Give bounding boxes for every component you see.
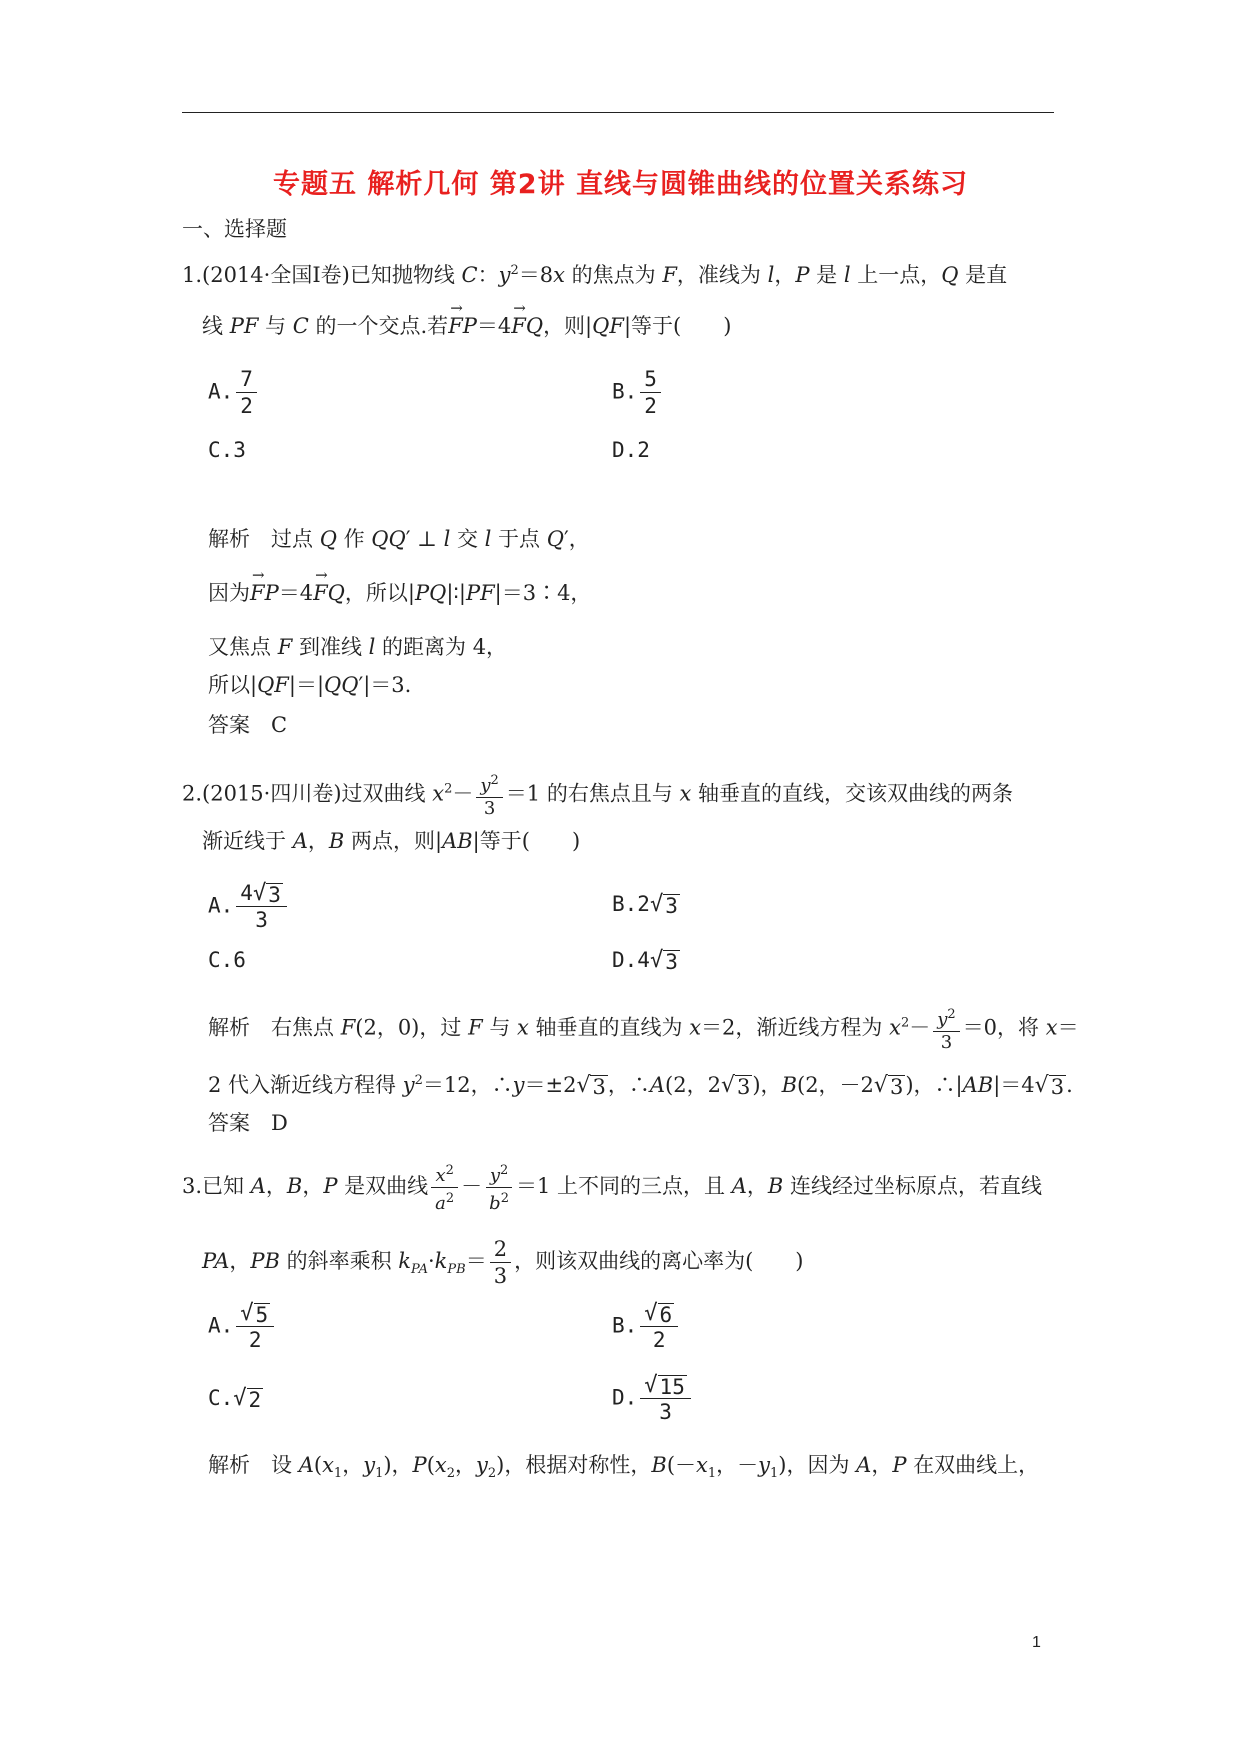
q2-option-d[interactable]: D.4 √ 3 — [612, 948, 678, 974]
q2-option-a[interactable]: A. 4 √ 3 3 — [208, 880, 290, 933]
q2-option-c[interactable]: C.6 — [208, 948, 246, 972]
q3-option-d[interactable]: D. √ 15 3 — [612, 1372, 694, 1425]
q1-analysis-line2: 因为→ FP＝4→ FQ，所以|PQ|∶|PF|＝3∶4， — [208, 578, 591, 608]
header-rule — [182, 112, 1054, 113]
q2-option-b[interactable]: B.2 √ 3 — [612, 892, 678, 918]
q2-answer: 答案 D — [208, 1111, 288, 1135]
section-heading: 一、选择题 — [182, 217, 287, 241]
q1-analysis-line3: 又焦点 F 到准线 l 的距离为 4， — [208, 635, 508, 659]
q1-stem-line1: 1.(2014·全国Ⅰ卷)已知抛物线 C：$y^2=8x$ 的焦点为 F，准线为 l，P 是 l 上一点，Q 是直 — [182, 263, 1008, 287]
q3-analysis-line1: 解析 设 $A(x_1$，$y_1$)，$P(x_2$，$y_2$)，根据对称性，$B(-x_1$，$-y_1$)，因为 A，P 在双曲线上， — [208, 1453, 1040, 1482]
q1-answer: 答案 C — [208, 713, 288, 737]
q2-analysis-line1: 解析 右焦点 F(2，0)，过 F 与 x 轴垂直的直线为 x＝2，渐近线方程为 $x^2-$ $\frac{y^2}{3}$ ＝0，将 x＝ — [208, 1004, 1079, 1054]
q1-option-c[interactable]: C.3 — [208, 438, 246, 462]
q3-stem-line1: 3.已知 A，B，P 是双曲线 $\frac{x^2}{a^2}$ － $\frac{y^2}{b^2}$ ＝1 上不同的三点，且 A，B 连线经过坐标原点，若直线 — [182, 1160, 1042, 1215]
page-number: 1 — [1032, 1634, 1041, 1651]
q3-option-b[interactable]: B. √ 6 2 — [612, 1300, 681, 1353]
page-title: 专题五 解析几何 第2讲 直线与圆锥曲线的位置关系练习 — [273, 169, 968, 200]
q1-stem-line2: 线 PF 与 C 的一个交点.若→ FP＝4→ FQ，则|QF|等于( ) — [202, 311, 731, 341]
q1-analysis-line1: 解析 过点 Q 作 QQ′ ⊥ l 交 l 于点 Q′， — [208, 527, 590, 551]
q2-stem-line1: 2.(2015·四川卷)过双曲线 $x^2-$ $\frac{y^2}{3}$ ＝1 的右焦点且与 x 轴垂直的直线，交该双曲线的两条 — [182, 770, 1013, 820]
q3-option-a[interactable]: A. √ 5 2 — [208, 1300, 277, 1353]
q1-option-a[interactable]: A. $\frac{7}{2}$ — [208, 366, 260, 419]
q1-option-d[interactable]: D.2 — [612, 438, 650, 462]
q2-stem-line2: 渐近线于 A，B 两点，则|AB|等于( ) — [202, 829, 581, 853]
q2-analysis-line2: 2 代入渐近线方程得 $y^2=12$，∴y＝±2 √ 3 ，∴A(2，2 √ 3 )，B(2，－2 √ 3 )，∴|AB|＝4 √ 3 . — [208, 1073, 1073, 1099]
q3-option-c[interactable]: C. √ 2 — [208, 1386, 262, 1412]
q3-stem-line2: PA，PB 的斜率乘积 $k_{PA}\cdot k_{PB}=$ $\frac{2}{3}$ ，则该双曲线的离心率为( ) — [202, 1237, 804, 1288]
q1-option-b[interactable]: B. $\frac{5}{2}$ — [612, 366, 664, 419]
q1-analysis-line4: 所以|QF|＝|QQ′|＝3. — [208, 673, 412, 697]
